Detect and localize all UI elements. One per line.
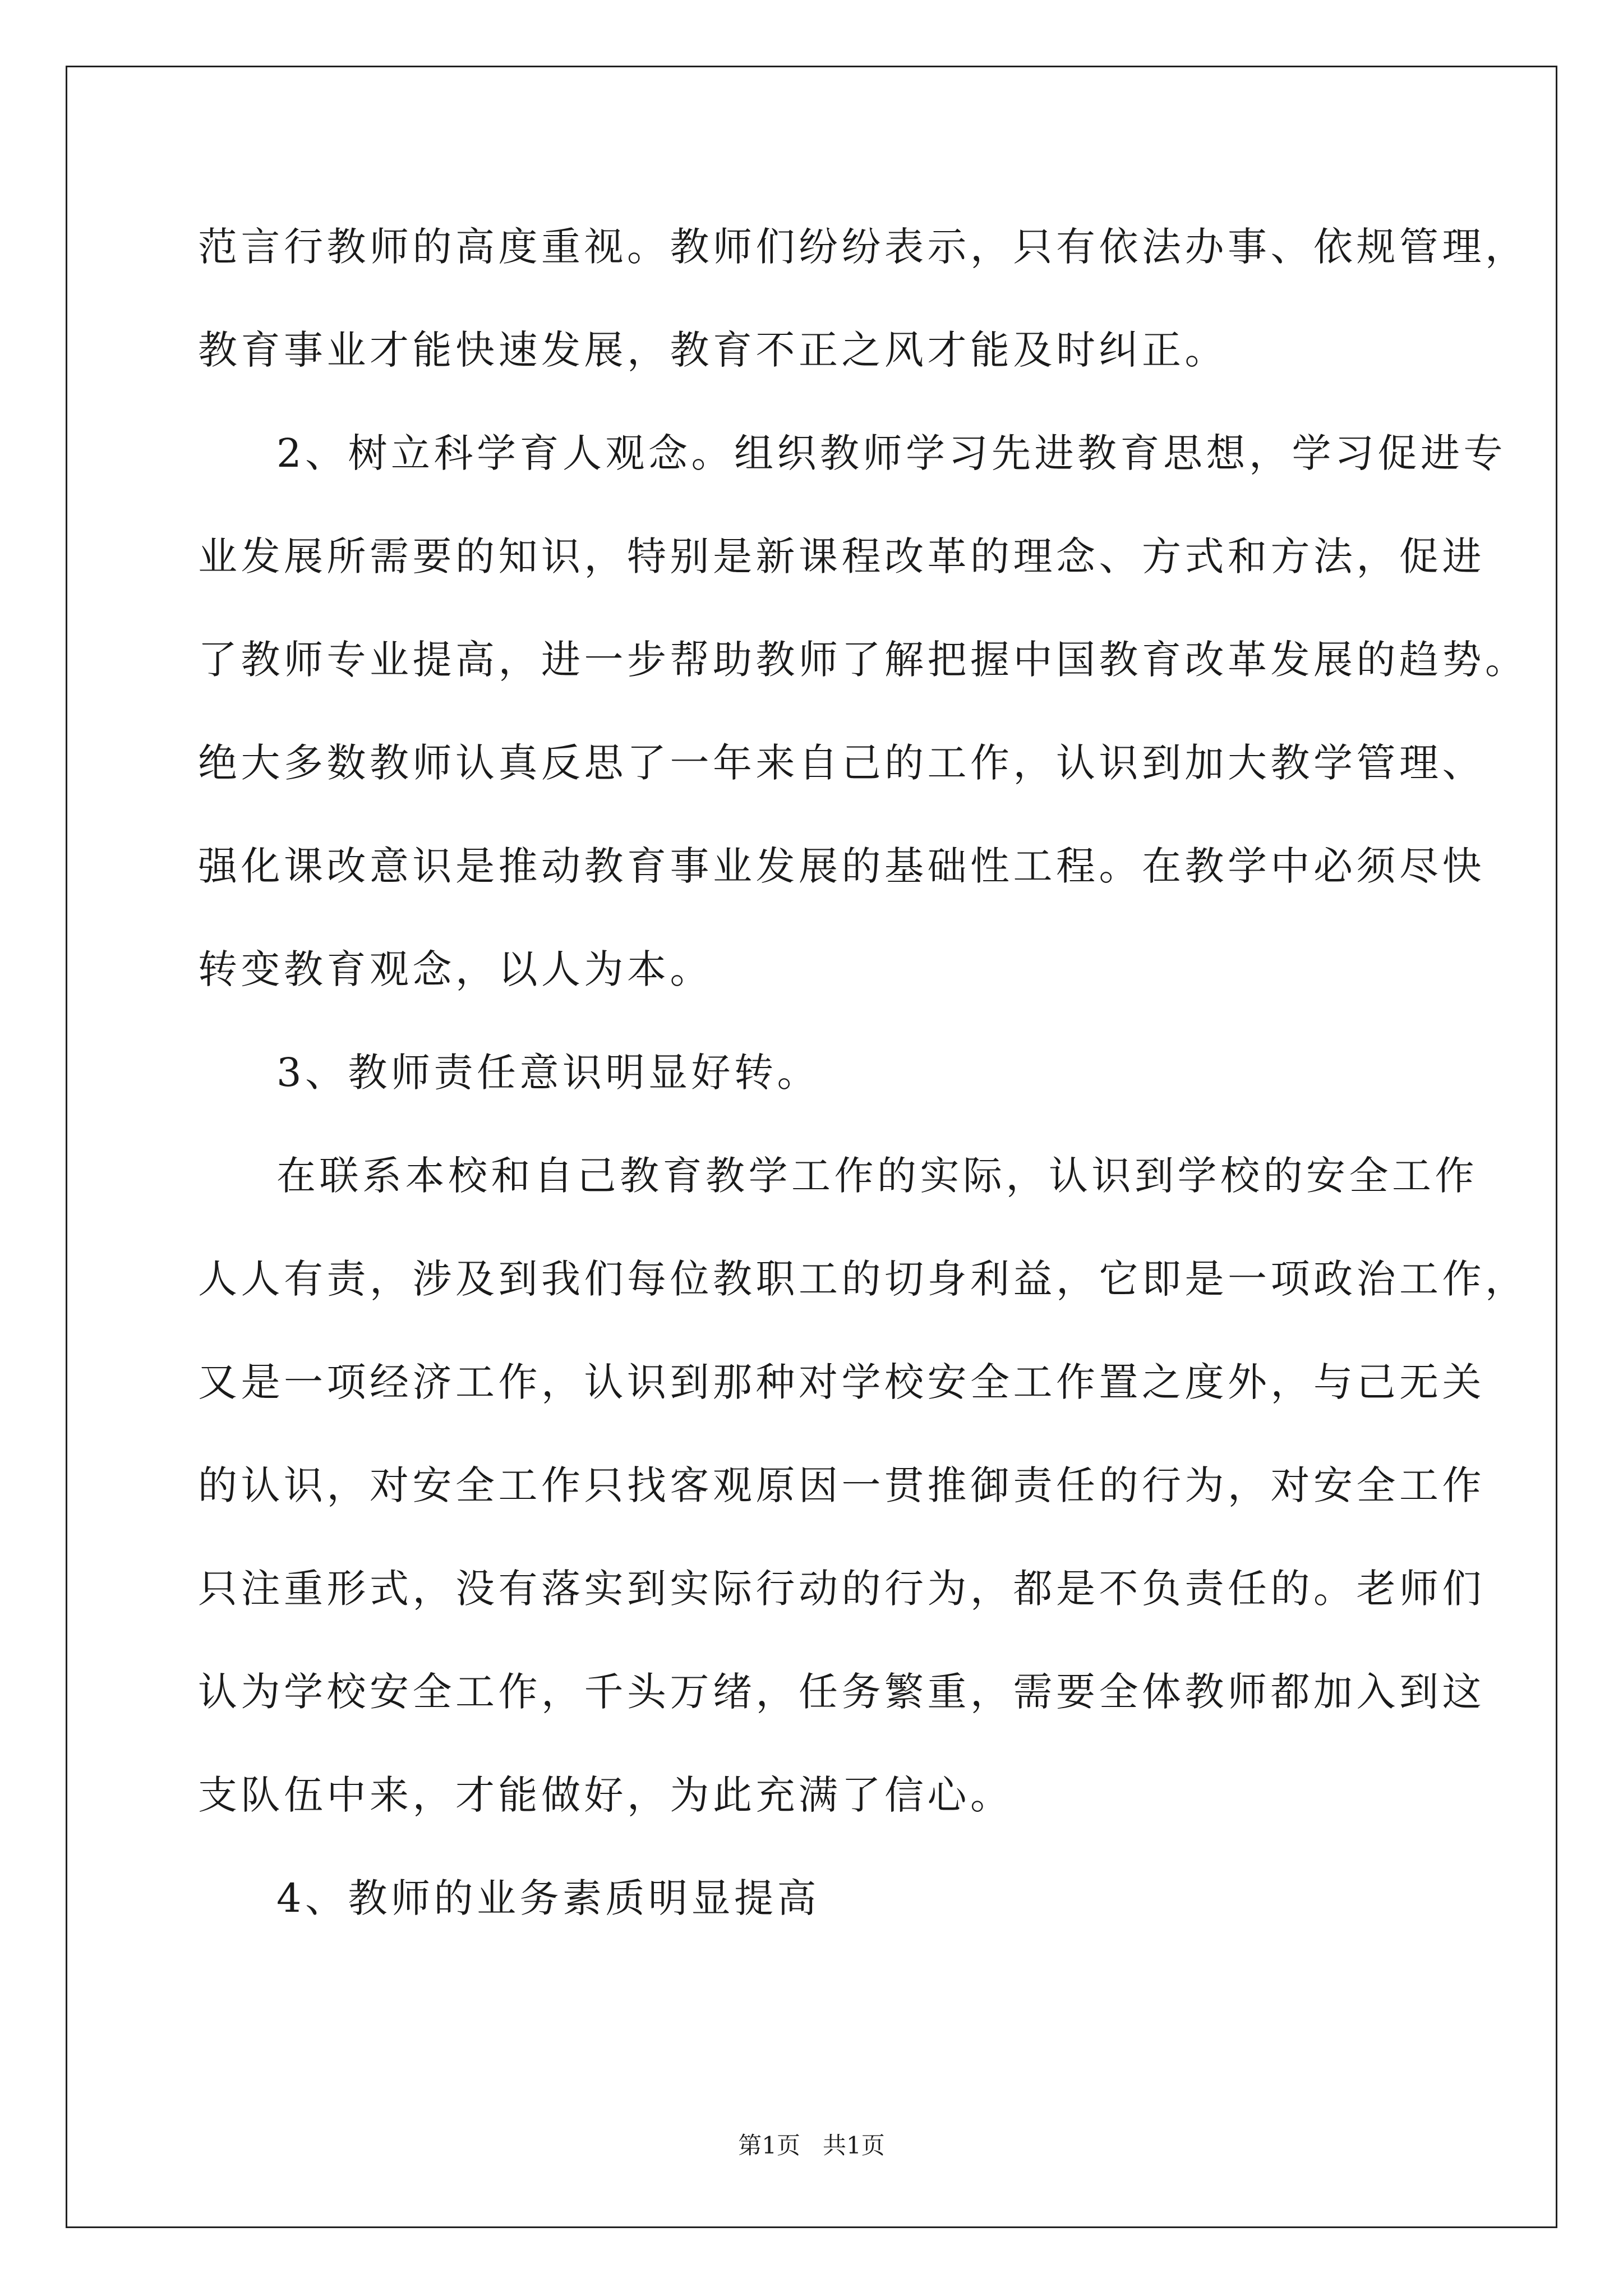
paragraph-2-heading: 2、树立科学育人观念。组织教师学习先进教育思想，学习促进专 bbox=[276, 430, 1507, 476]
text-line: 的认识，对安全工作只找客观原因一贯推御责任的行为，对安全工作 bbox=[198, 1462, 1485, 1508]
paragraph-3-heading: 3、教师责任意识明显好转。 bbox=[276, 1050, 820, 1096]
text-line: 强化课改意识是推动教育事业发展的基础性工程。在教学中必须尽快 bbox=[198, 843, 1485, 889]
text-line: 只注重形式，没有落实到实际行动的行为，都是不负责任的。老师们 bbox=[198, 1566, 1485, 1612]
text-line: 教育事业才能快速发展，教育不正之风才能及时纠正。 bbox=[198, 327, 1228, 373]
text-line: 在联系本校和自己教育教学工作的实际，认识到学校的安全工作 bbox=[276, 1153, 1478, 1199]
text-line: 业发展所需要的知识，特别是新课程改革的理念、方式和方法，促进 bbox=[198, 533, 1485, 579]
paragraph-4-heading: 4、教师的业务素质明显提高 bbox=[276, 1875, 820, 1921]
page-number-footer: 第1页 共1页 bbox=[738, 2132, 885, 2159]
text-line: 了教师专业提高，进一步帮助教师了解把握中国教育改革发展的趋势。 bbox=[198, 637, 1528, 683]
text-line: 范言行教师的高度重视。教师们纷纷表示，只有依法办事、依规管理， bbox=[198, 224, 1528, 270]
text-line: 支队伍中来，才能做好，为此充满了信心。 bbox=[198, 1772, 1013, 1818]
text-line: 又是一项经济工作，认识到那种对学校安全工作置之度外，与己无关 bbox=[198, 1359, 1485, 1405]
text-line: 人人有责，涉及到我们每位教职工的切身利益，它即是一项政治工作， bbox=[198, 1256, 1528, 1302]
text-line: 转变教育观念，以人为本。 bbox=[198, 946, 713, 992]
text-line: 绝大多数教师认真反思了一年来自己的工作，认识到加大教学管理、 bbox=[198, 740, 1485, 786]
text-line: 认为学校安全工作，千头万绪，任务繁重，需要全体教师都加入到这 bbox=[198, 1669, 1485, 1715]
